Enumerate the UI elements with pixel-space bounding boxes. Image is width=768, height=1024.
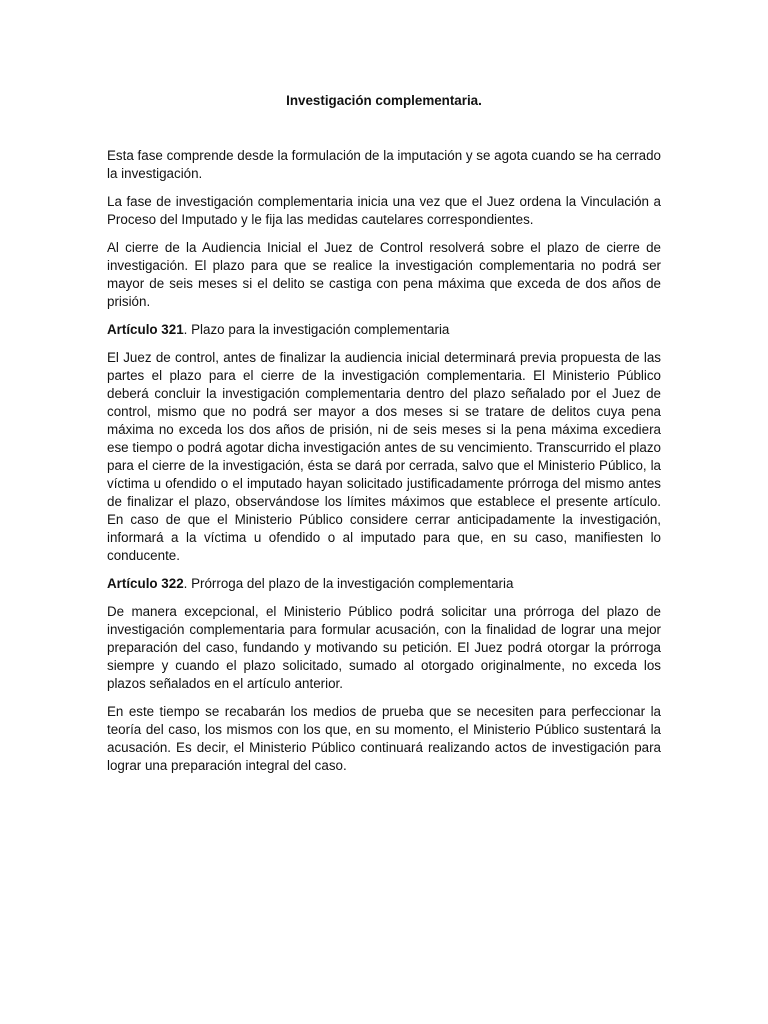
article-322-text: De manera excepcional, el Ministerio Público podrá solicitar una prórroga del plazo de investigación complementaria para formular acusación, con la finalidad de lograr una mejor preparación del caso, fundando y motivando su petición. El Juez podrá otorgar la prórroga siempre y cuando el plazo solicitado, sumado al otorgado originalmente, no exceda los plazos señalados en el artículo anterior. — [107, 604, 661, 691]
document-body — [107, 147, 661, 785]
paragraph-start: La fase de investigación complementaria inicia una vez que el Juez ordena la Vinculación a Proceso del Imputado y le fija las medidas cautelares correspondientes. — [107, 194, 661, 227]
article-321-title: . Plazo para la investigación complementaria — [183, 322, 450, 337]
article-322-number: Artículo 322 — [107, 576, 184, 591]
article-322-heading — [107, 575, 661, 593]
article-321-number: Artículo 321 — [107, 322, 184, 337]
article-321-heading — [107, 321, 661, 339]
article-322-title: . Prórroga del plazo de la investigación complementaria — [183, 576, 514, 591]
paragraph-intro: Esta fase comprende desde la formulación de la imputación y se agota cuando se ha cerrado la investigación. — [107, 148, 661, 181]
document-title: Investigación complementaria. — [286, 93, 482, 108]
paragraph-closing: En este tiempo se recabarán los medios de prueba que se necesiten para perfeccionar la teoría del caso, los mismos con los que, en su momento, el Ministerio Público sustentará la acusación. Es decir, el Ministerio Público continuará realizando actos de investigación para lograr una preparación integral del caso. — [107, 704, 661, 773]
article-321-text: El Juez de control, antes de finalizar la audiencia inicial determinará previa propuesta de las partes el plazo para el cierre de la investigación complementaria. El Ministerio Público deberá concluir la investigación complementaria dentro del plazo señalado por el Juez de control, mismo que no podrá ser mayor a dos meses si se tratare de delitos cuya pena máxima no exceda los dos años de prisión, ni de seis meses si la pena máxima excediera ese tiempo o podrá agotar dicha investigación antes de su vencimiento. Transcurrido el plazo para el cierre de la investigación, ésta se dará por cerrada, salvo que el Ministerio Público, la víctima u ofendido o el imputado hayan solicitado justificadamente prórroga del mismo antes de finalizar el plazo, observándose los límites máximos que establece el presente artículo. En caso de que el Ministerio Público considere cerrar anticipadamente la investigación, informará a la víctima u ofendido o al imputado para que, en su caso, manifiesten lo conducente. — [107, 350, 661, 563]
paragraph-closing-audience: Al cierre de la Audiencia Inicial el Juez de Control resolverá sobre el plazo de cierre de investigación. El plazo para que se realice la investigación complementaria no podrá ser mayor de seis meses si el delito se castiga con pena máxima que exceda de dos años de prisión. — [107, 240, 661, 309]
